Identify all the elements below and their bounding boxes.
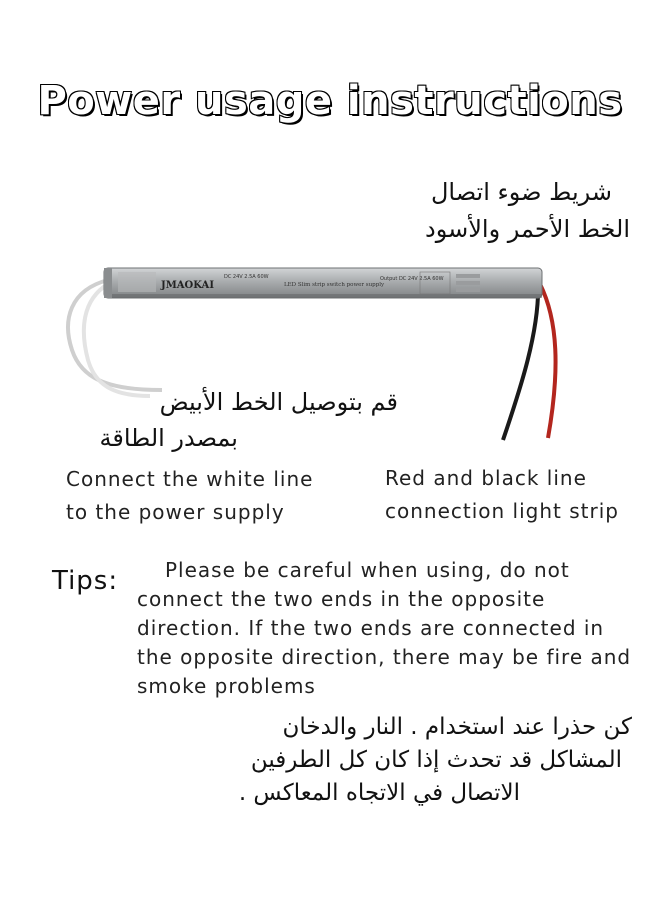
english-left-line-2: to the power supply xyxy=(66,500,285,524)
black-wire xyxy=(503,282,538,440)
arabic-top-line-2: الخط الأحمر والأسود xyxy=(425,215,630,243)
power-supply-diagram xyxy=(0,250,660,450)
arabic-top-line-1: شريط ضوء اتصال xyxy=(430,178,612,206)
arabic-left-line-1: قم بتوصيل الخط الأبيض xyxy=(159,388,398,416)
tips-text xyxy=(137,556,647,701)
english-left-line-1: Connect the white line xyxy=(66,467,314,491)
red-wire xyxy=(540,284,556,438)
device-spec: DC 24V 2.5A 60W xyxy=(224,274,269,280)
arabic-bottom-line-3: الاتصال في الاتجاه المعاكس . xyxy=(238,780,520,806)
english-right-line-1: Red and black line xyxy=(385,466,587,490)
arabic-bottom-line-2: المشاكل قد تحدث إذا كان كل الطرفين xyxy=(250,747,622,773)
device-output-label: Output DC 24V 2.5A 60W xyxy=(380,276,444,282)
tips-label: Tips: xyxy=(52,566,119,596)
english-right-line-2: connection light strip xyxy=(385,499,619,523)
device-product-label: LED Slim strip switch power supply xyxy=(284,282,385,288)
device-brand: JMAOKAI xyxy=(161,280,214,291)
arabic-left-line-2: بمصدر الطاقة xyxy=(99,424,238,452)
page-title: Power usage instructions xyxy=(37,78,623,124)
tips-body: Please be careful when using, do not connect the two ends in the opposite direction. If the two ends are connected in the opposite direction, there may be fire and smoke problems xyxy=(137,558,632,698)
arabic-bottom-line-1: كن حذرا عند استخدام . النار والدخان xyxy=(282,714,632,740)
